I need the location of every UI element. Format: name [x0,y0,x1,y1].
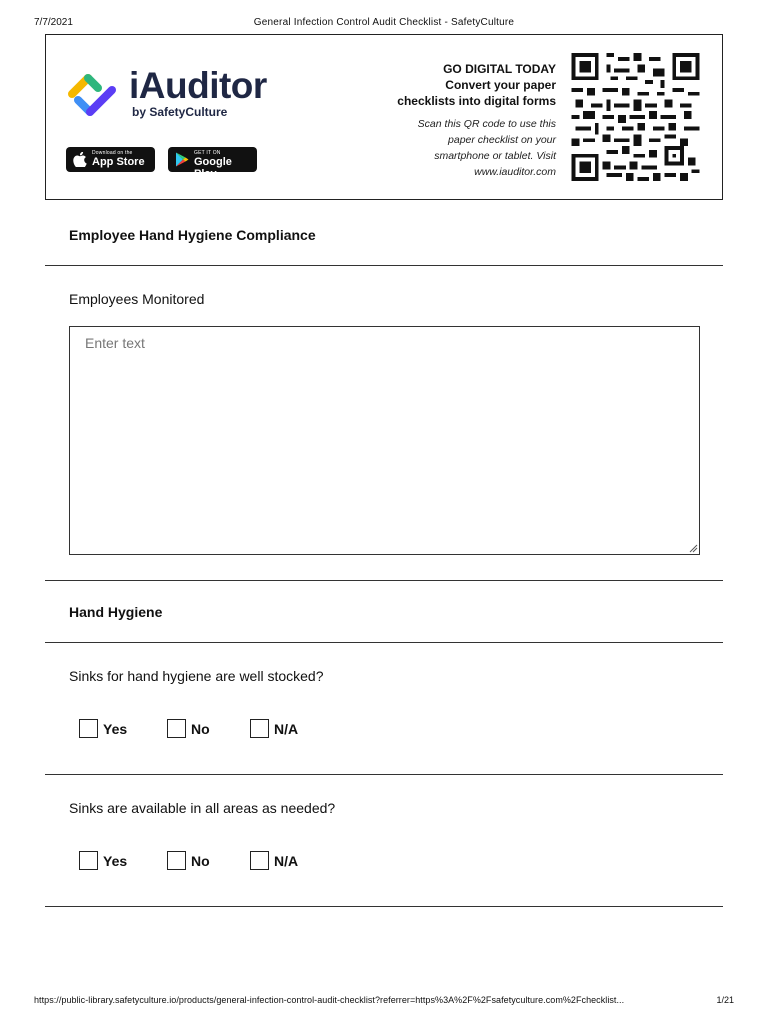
qr-code-icon [569,53,702,181]
option-label: No [191,853,210,869]
iauditor-logo-subtitle: by SafetyCulture [132,105,228,119]
print-header [0,17,768,31]
go-digital-promo [397,61,556,180]
resize-grip-icon[interactable] [689,544,698,553]
section-title-hand-hygiene: Hand Hygiene [69,604,163,620]
section-divider [45,580,723,581]
google-play-caption: GET IT ON [194,150,221,156]
checkbox[interactable] [167,719,186,738]
section-divider [45,774,723,775]
qr-instructions-line3: smartphone or tablet. Visit [434,150,556,162]
page-number: 1/21 [716,995,734,1005]
option-label: N/A [274,721,299,737]
go-digital-subhead-line2: checklists into digital forms [397,94,556,108]
google-play-icon [175,152,189,167]
option-na[interactable] [250,851,310,871]
option-yes[interactable] [79,851,139,871]
checkbox[interactable] [250,719,269,738]
google-play-label: Google Play [194,156,232,180]
option-label: N/A [274,853,299,869]
google-play-badge[interactable] [168,147,257,180]
iauditor-logo-icon [66,67,120,121]
print-date: 7/7/2021 [34,17,73,28]
print-footer [0,995,768,1009]
app-store-label: App Store [92,156,145,168]
checkbox[interactable] [250,851,269,870]
qr-instructions-link[interactable]: www.iauditor.com [474,166,556,178]
print-document-title: General Infection Control Audit Checklist - SafetyCulture [253,17,515,28]
section-divider [45,265,723,266]
apple-icon [73,152,87,167]
option-yes[interactable] [79,719,139,739]
checkbox[interactable] [79,851,98,870]
option-label: No [191,721,210,737]
iauditor-logo-text: iAuditor [129,65,267,106]
option-no[interactable] [167,851,227,871]
checkbox[interactable] [167,851,186,870]
question-sinks-available: Sinks are available in all areas as needed? [69,800,336,816]
qr-instructions-line1: Scan this QR code to use this [417,118,556,130]
app-store-badge[interactable] [66,147,155,172]
go-digital-subhead-line1: Convert your paper [445,78,556,92]
checkbox[interactable] [79,719,98,738]
option-no[interactable] [167,719,227,739]
employees-monitored-placeholder: Enter text [85,335,145,351]
option-label: Yes [103,721,128,737]
option-label: Yes [103,853,128,869]
option-na[interactable] [250,719,310,739]
employees-monitored-label: Employees Monitored [69,291,205,307]
employees-monitored-input[interactable] [69,326,700,555]
qr-instructions-line2: paper checklist on your [448,134,556,146]
go-digital-headline: GO DIGITAL TODAY [443,62,556,76]
question-sinks-well-stocked: Sinks for hand hygiene are well stocked? [69,668,324,684]
section-divider [45,906,723,907]
iauditor-banner [45,34,723,200]
print-url: https://public-library.safetyculture.io/products/general-infection-control-audit-checklist?referrer=https%3A%2F%2Fsafetyculture.com%2Fchecklist... [34,995,625,1005]
section-title-employee-hand-hygiene: Employee Hand Hygiene Compliance [69,227,316,243]
app-store-caption: Download on the [92,150,133,156]
section-divider [45,642,723,643]
